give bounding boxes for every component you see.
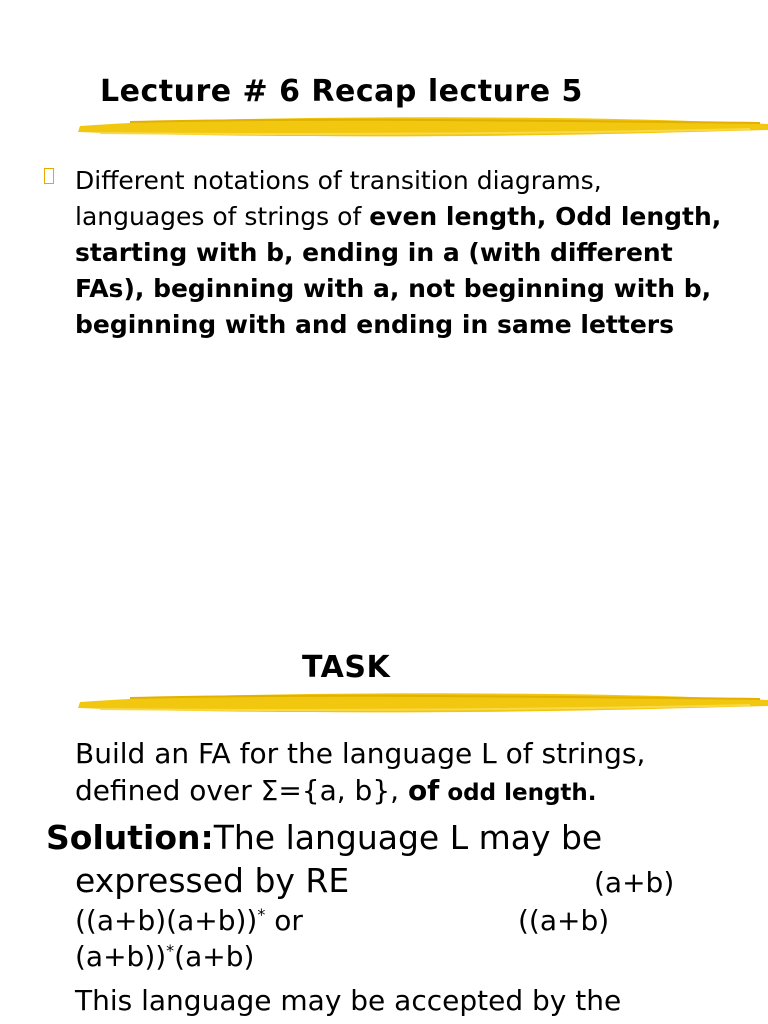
recap-bullet-normal: Different notations of transition diagrams, languages of strings of (75, 166, 602, 231)
solution-regex-2 (75, 904, 303, 937)
regex-2-body: ((a+b)(a+b)) (75, 904, 258, 937)
solution-regex-3-end (75, 940, 254, 973)
title-underline-brushstroke (70, 108, 768, 142)
solution-label: Solution: (46, 818, 214, 857)
regex-3-tail: (a+b) (174, 940, 255, 973)
solution-regex-1: (a+b) (594, 866, 675, 899)
solution-line-1 (46, 818, 602, 857)
slide-1-title: Lecture # 6 Recap lecture 5 (100, 74, 583, 109)
title-underline-brushstroke (70, 684, 768, 718)
bullet-icon (44, 168, 54, 184)
recap-bullet-text (75, 163, 735, 343)
task-line-2-text: defined over Σ={a, b}, (75, 774, 408, 807)
kleene-star: * (166, 941, 175, 960)
solution-line-2: expressed by RE (75, 861, 350, 900)
kleene-star: * (257, 905, 266, 924)
solution-line-5: This language may be accepted by the (75, 984, 622, 1017)
solution-regex-3-start: ((a+b) (518, 904, 610, 937)
recap-bullet-bold: even length, Odd length, starting with b, ending in a (with different FAs), beginning with a, not beginning with b, beginning with and ending in same letters (75, 202, 722, 339)
solution-line-1-text: The language L may be (213, 818, 603, 857)
slide-2-title: TASK (302, 650, 391, 685)
task-line-1: Build an FA for the language L of strings, (75, 737, 646, 770)
regex-or: or (265, 904, 303, 937)
task-odd-length: odd length. (439, 780, 597, 806)
task-of-word: of (407, 774, 440, 807)
regex-3-body: (a+b)) (75, 940, 167, 973)
task-line-2 (75, 774, 597, 807)
slide-2 (0, 512, 768, 1024)
